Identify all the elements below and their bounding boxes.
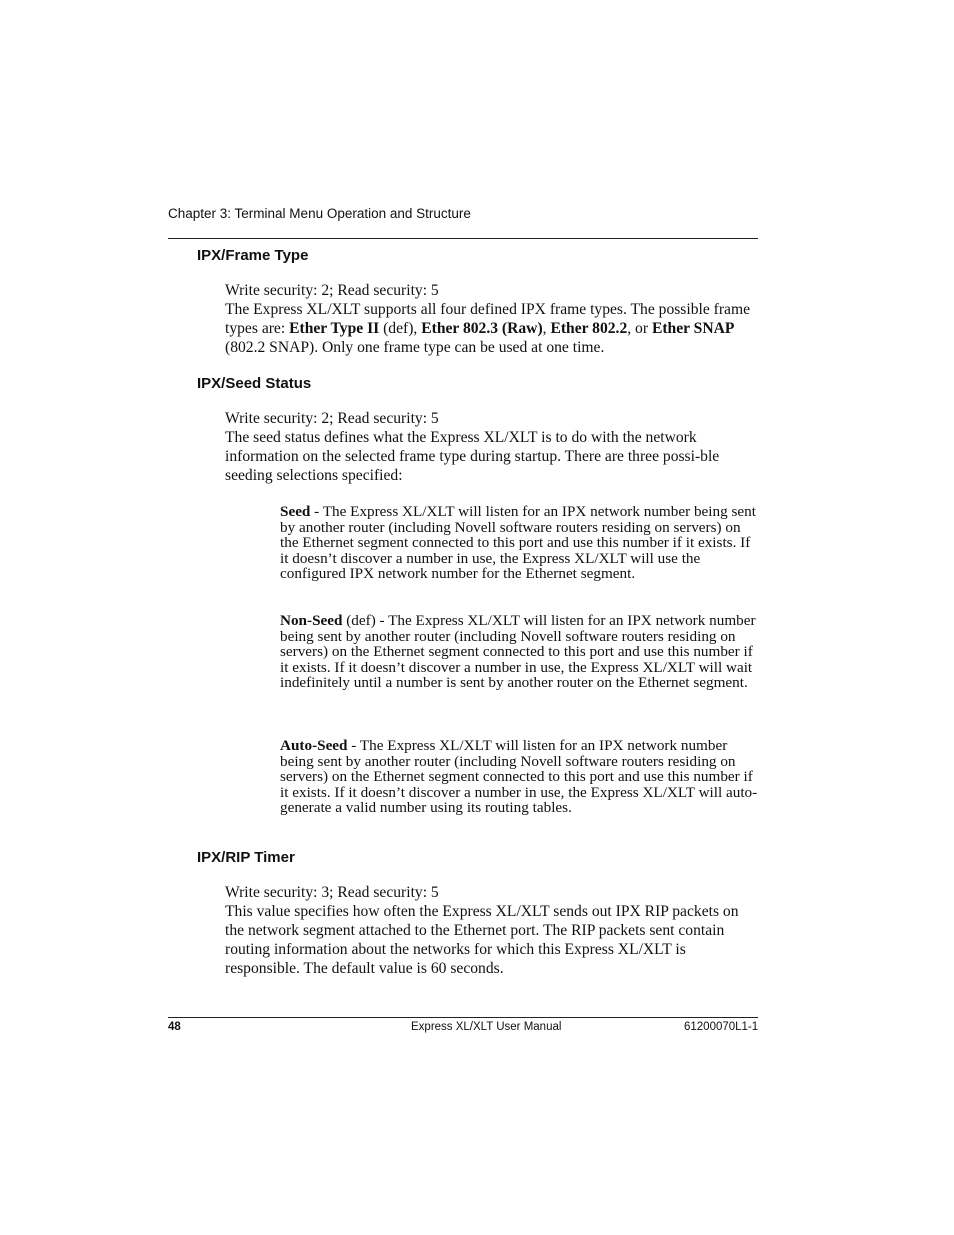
security-line: Write security: 3; Read security: 5: [225, 884, 439, 901]
section-title-seed-status: IPX/Seed Status: [197, 375, 312, 392]
paragraph: This value specifies how often the Express XL/XLT sends out IPX RIP packets on the network segment attached to the Ethernet port. The RIP packets sent contain routing information about the networks for which this Express XL/XLT is responsible. The default value is 60 seconds.: [225, 903, 739, 977]
doc-number: 61200070L1-1: [684, 1021, 759, 1033]
option-term: Non-Seed: [280, 612, 343, 629]
section-body-rip-timer: [225, 883, 761, 978]
option-desc: - The Express XL/XLT will listen for an IPX network number being sent by another router (including Novell software routers residing on servers) on the Ethernet segment connected to this port and use this number if it exists. If it doesn’t discover a number in use, the Express XL/XLT will auto-generate a valid number using its routing tables.: [280, 737, 758, 817]
option-seed: [280, 504, 760, 582]
security-line: Write security: 2; Read security: 5: [225, 282, 439, 299]
manual-title: Express XL/XLT User Manual: [411, 1021, 562, 1033]
option-term: Seed: [280, 503, 311, 520]
option-non-seed: [280, 613, 760, 691]
option-desc: - The Express XL/XLT will listen for an IPX network number being sent by another router (including Novell software routers residing on servers) on the Ethernet segment connected to this port and use this number if it exists. If it doesn’t discover a number in use, the Express XL/XLT will use the configured IPX network number for the Ethernet segment.: [280, 503, 756, 583]
header-rule: [168, 238, 758, 239]
section-title-frame-type: IPX/Frame Type: [197, 247, 309, 264]
security-line: Write security: 2; Read security: 5: [225, 410, 439, 427]
section-body-frame-type: [225, 281, 761, 357]
option-auto-seed: [280, 738, 760, 816]
running-head: Chapter 3: Terminal Menu Operation and Structure: [168, 206, 471, 221]
page-number: 48: [168, 1021, 181, 1033]
paragraph: The Express XL/XLT supports all four defined IPX frame types. The possible frame types are: Ether Type II (def), Ether 802.3 (Raw), Ether 802.2, or Ether SNAP (802.2 SNAP). Only one frame type can be used at one time.: [225, 301, 751, 356]
option-desc: (def) - The Express XL/XLT will listen for an IPX network number being sent by another router (including Novell software routers residing on servers) on the Ethernet segment connected to this port and use this number if it exists. If it doesn’t discover a number in use, the Express XL/XLT will wait indefinitely until a number is sent by another router on the Ethernet segment.: [280, 612, 756, 692]
footer-rule: [168, 1017, 758, 1018]
section-body-seed-status: [225, 409, 761, 485]
option-term: Auto-Seed: [280, 737, 348, 754]
paragraph: The seed status defines what the Express XL/XLT is to do with the network information on the selected frame type during startup. There are three possi-ble seeding selections specified:: [225, 429, 720, 484]
section-title-rip-timer: IPX/RIP Timer: [197, 849, 295, 866]
